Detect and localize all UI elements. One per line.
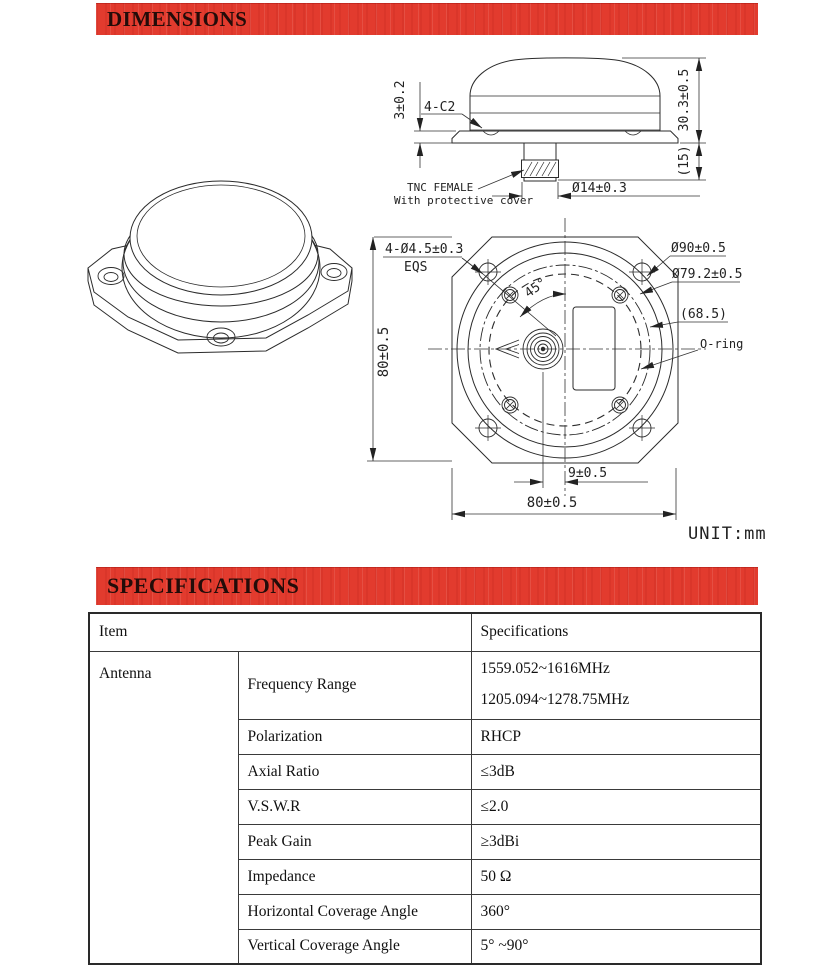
item-horizontal-coverage-angle: Horizontal Coverage Angle — [238, 894, 471, 929]
side-dome-outline — [470, 58, 660, 131]
bottom-label-recess — [573, 307, 615, 390]
group-label-antenna: Antenna — [89, 651, 238, 964]
item-frequency-range: Frequency Range — [238, 651, 471, 719]
side-connector-label-line1: TNC FEMALE — [407, 181, 474, 194]
bottom-dim-outer-diameter: Ø90±0.5 — [671, 241, 726, 256]
frequency-range-line2: 1205.094~1278.75MHz — [480, 691, 630, 708]
bottom-angle-label: 45° — [522, 275, 550, 302]
value-vswr: ≤2.0 — [471, 789, 761, 824]
bottom-dim-ref-diameter: (68.5) — [680, 307, 727, 322]
side-view — [452, 58, 678, 181]
bottom-dim-width: 80±0.5 — [526, 495, 578, 511]
item-peak-gain: Peak Gain — [238, 824, 471, 859]
specifications-table — [88, 612, 762, 965]
side-view-dimensions — [414, 58, 706, 199]
bottom-holes-label-line1: 4-Ø4.5±0.3 — [385, 242, 464, 257]
side-flange-chamfers — [483, 131, 641, 135]
header-item: Item — [89, 613, 471, 651]
bottom-dim-inner-diameter: Ø79.2±0.5 — [672, 267, 743, 282]
side-connector-neck — [524, 143, 556, 160]
bottom-holes-leader — [462, 258, 483, 274]
side-connector-bottom — [524, 178, 556, 182]
item-axial-ratio: Axial Ratio — [238, 754, 471, 789]
value-impedance: 50 Ω — [471, 859, 761, 894]
item-vertical-coverage-angle: Vertical Coverage Angle — [238, 929, 471, 964]
bottom-oring-label: O-ring — [700, 337, 744, 351]
specifications-section-header — [96, 567, 758, 605]
iso-dome-cap — [130, 181, 312, 295]
item-vswr: V.S.W.R — [238, 789, 471, 824]
specifications-title: SPECIFICATIONS — [107, 573, 300, 598]
value-frequency-range — [471, 651, 761, 719]
side-connector-label-line2: With protective cover — [394, 194, 534, 207]
table-row — [89, 651, 761, 719]
value-polarization: RHCP — [471, 719, 761, 754]
item-polarization: Polarization — [238, 719, 471, 754]
value-axial-ratio: ≤3dB — [471, 754, 761, 789]
dimensions-title: DIMENSIONS — [107, 6, 248, 31]
isometric-view — [88, 181, 352, 353]
unit-note: UNIT:mm — [688, 524, 767, 544]
side-flange — [452, 131, 678, 143]
header-specifications: Specifications — [471, 613, 761, 651]
side-dim-connector-length: (15) — [677, 145, 692, 177]
side-dim-total-height: 30.3±0.5 — [677, 68, 692, 132]
side-dim-connector-diameter: Ø14±0.3 — [572, 181, 627, 196]
table-header-row — [89, 613, 761, 651]
side-chamfer-label: 4-C2 — [424, 100, 456, 115]
dimension-drawings — [0, 40, 823, 560]
item-impedance: Impedance — [238, 859, 471, 894]
value-vertical-coverage-angle: 5° ~90° — [471, 929, 761, 964]
value-horizontal-coverage-angle: 360° — [471, 894, 761, 929]
bottom-dim-height: 80±0.5 — [376, 326, 392, 378]
side-body-lines — [470, 96, 660, 130]
frequency-range-line1: 1559.052~1616MHz — [480, 660, 610, 678]
bottom-holes-label-line2: EQS — [404, 260, 428, 275]
bottom-dim-connector-offset: 9±0.5 — [568, 466, 608, 481]
dimensions-section-header — [96, 3, 758, 35]
side-dim-flange-thickness: 3±0.2 — [393, 80, 408, 120]
side-connector-thread-hatch — [524, 162, 556, 176]
value-peak-gain: ≥3dBi — [471, 824, 761, 859]
